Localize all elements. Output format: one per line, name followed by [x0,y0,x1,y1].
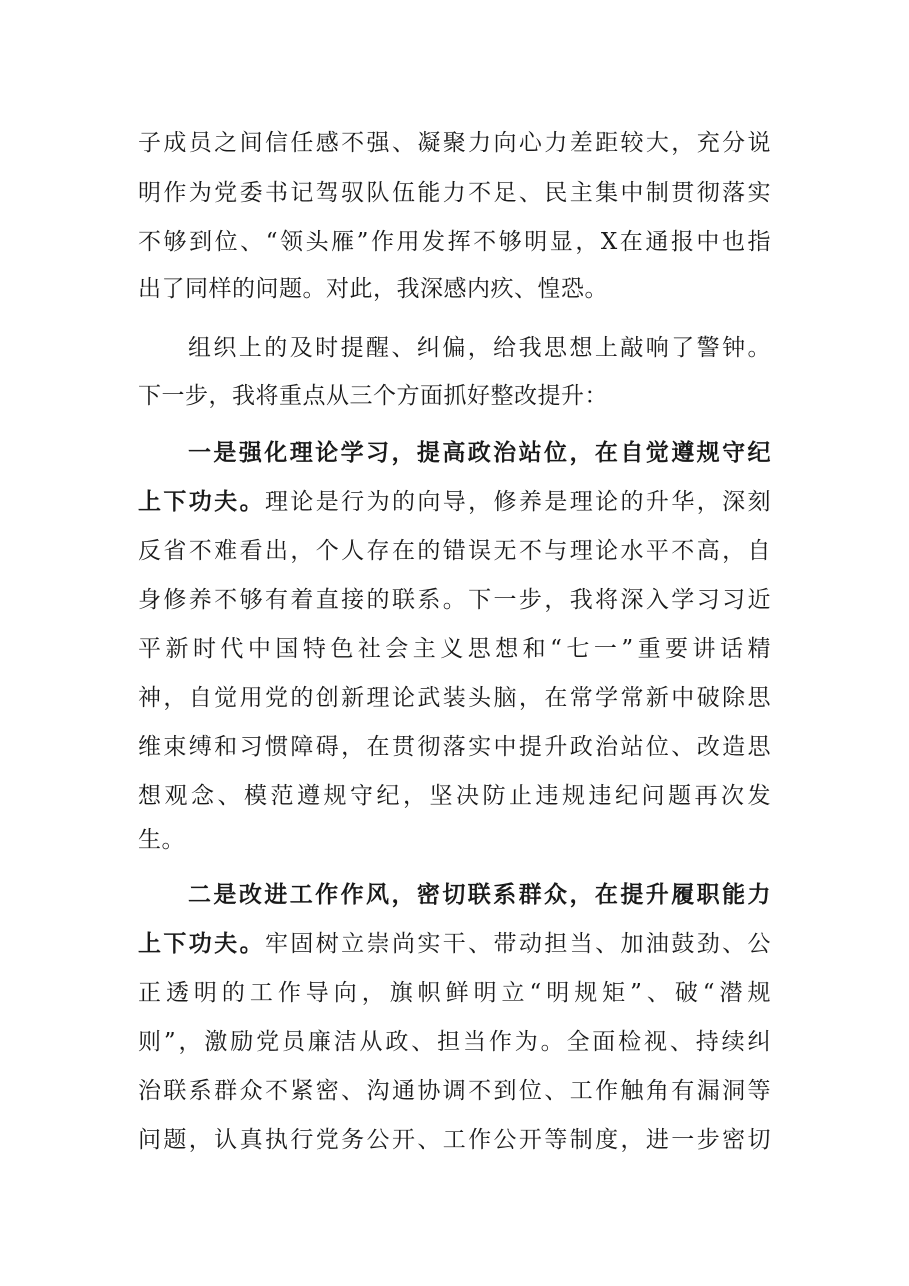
paragraph-3-line-9: 生。 [138,827,185,853]
paragraph-4-line-5: 治联系群众不紧密、沟通协调不到位、工作触角有漏洞等 [138,1078,771,1104]
paragraph-3-line-7: 维束缚和习惯障碍，在贯彻落实中提升政治站位、改造思 [138,734,771,760]
paragraph-1-line-4: 出了同样的问题。对此，我深感内疚、惶恐。 [138,276,608,302]
paragraph-3-line-8: 想观念、模范遵规守纪，坚决防止违规违纪问题再次发 [138,783,771,809]
paragraph-3-line-5: 平新时代中国特色社会主义思想和“七一”重要讲话精 [138,636,771,662]
paragraph-4-line-6: 问题，认真执行党务公开、工作公开等制度，进一步密切 [138,1127,771,1153]
paragraph-1-line-1: 子成员之间信任感不强、凝聚力向心力差距较大，充分说 [138,130,771,156]
paragraph-1-line-2: 明作为党委书记驾驭队伍能力不足、民主集中制贯彻落实 [138,180,771,206]
paragraph-4-line-3: 正透明的工作导向，旗帜鲜明立“明规矩”、破“潜规 [138,980,771,1006]
paragraph-3-line-2-text: 理论是行为的向导，修养是理论的升华，深刻 [264,489,772,515]
paragraph-2-line-2: 下一步，我将重点从三个方面抓好整改提升： [138,383,608,409]
paragraph-4-line-2-text: 牢固树立崇尚实干、带动担当、加油鼓劲、公 [264,931,772,957]
paragraph-4-heading-line-2: 上下功夫。 [138,930,265,957]
paragraph-4-line-2 [138,929,771,959]
paragraph-3-line-2 [138,487,771,517]
paragraph-3-heading-line-1: 一是强化理论学习，提高政治站位，在自觉遵规守纪 [188,439,771,466]
paragraph-2-line-1: 组织上的及时提醒、纠偏，给我思想上敲响了警钟。 [188,335,771,361]
paragraph-4-heading-line-1: 二是改进工作作风，密切联系群众，在提升履职能力 [188,881,771,908]
paragraph-1-line-3: 不够到位、“领头雁”作用发挥不够明显，X在通报中也指 [138,229,771,255]
paragraph-3-line-3: 反省不难看出，个人存在的错误无不与理论水平不高，自 [138,538,771,564]
paragraph-3-line-6: 神，自觉用党的创新理论武装头脑，在常学常新中破除思 [138,685,771,711]
paragraph-4-line-4: 则”，激励党员廉洁从政、担当作为。全面检视、持续纠 [138,1029,771,1055]
paragraph-3-heading-line-2: 上下功夫。 [138,488,265,515]
paragraph-3-line-4: 身修养不够有着直接的联系。下一步，我将深入学习习近 [138,587,771,613]
